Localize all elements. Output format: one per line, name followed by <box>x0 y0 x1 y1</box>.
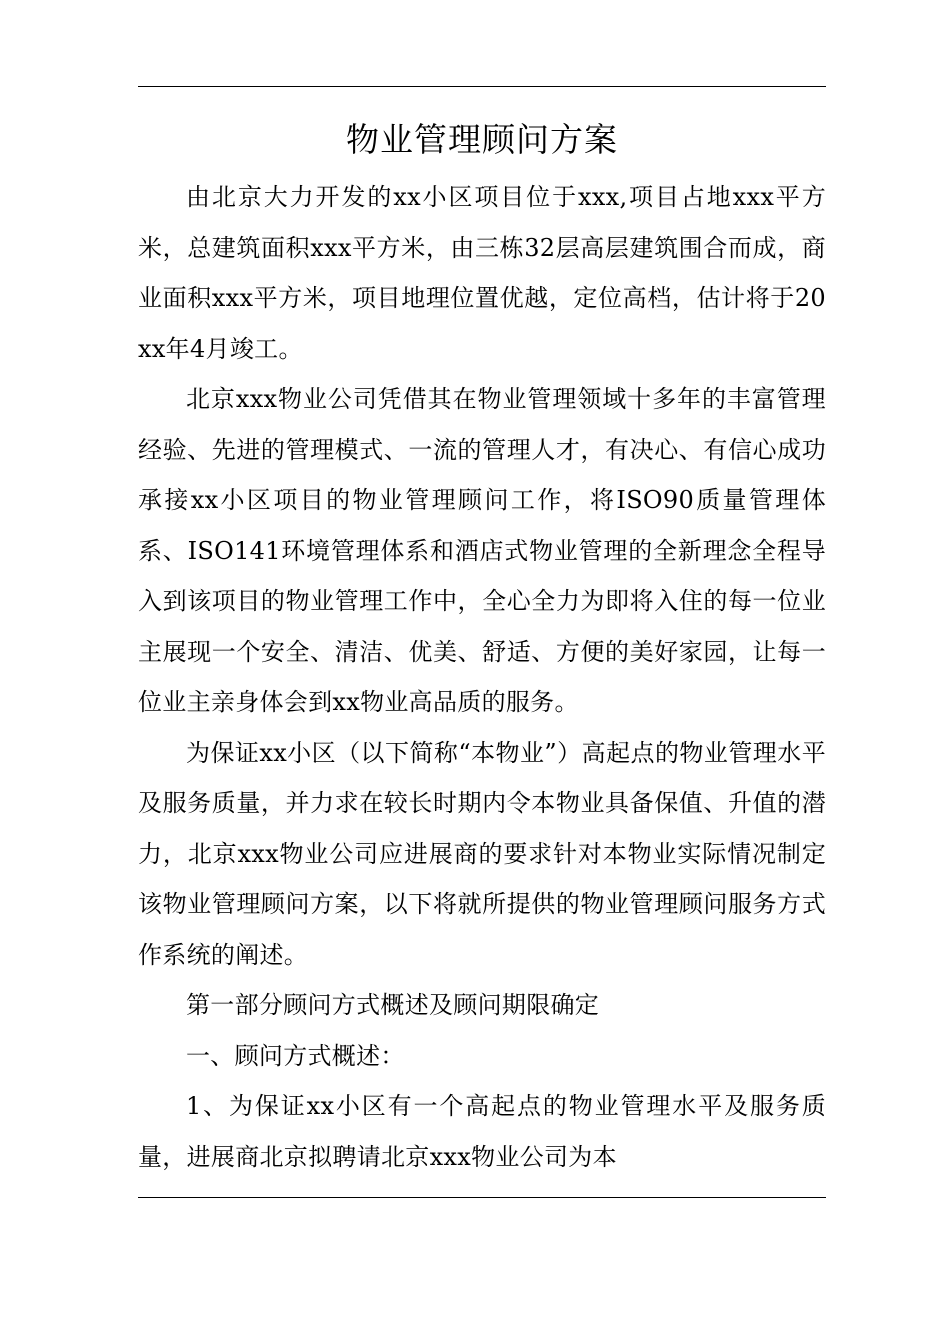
subsection-heading-overview: 一、顾问方式概述： <box>186 1041 405 1070</box>
document-title: 物业管理顾问方案 <box>346 120 618 159</box>
footer-rule <box>138 1197 826 1198</box>
section-heading-part-one: 第一部分顾问方式概述及顾问期限确定 <box>186 991 600 1019</box>
header-rule <box>138 86 826 87</box>
paragraph-project-overview: 由北京大力开发的xx小区项目位于xxx,项目占地xxx平方米，总建筑面积xxx平方米，由三栋32层高层建筑围合而成，商业面积xxx平方米，项目地理位置优越，定位高档，估计将于20xx年4月竣工。 <box>138 183 826 363</box>
paragraph-purpose: 为保证xx小区（以下简称“本物业”）高起点的物业管理水平及服务质量，并力求在较长时期内令本物业具备保值、升值的潜力，北京xxx物业公司应进展商的要求针对本物业实际情况制定该物业管理顾问方案，以下将就所提供的物业管理顾问服务方式作系统的阐述。 <box>138 738 826 969</box>
document-body <box>138 108 826 1182</box>
paragraph-item-1: 1、为保证xx小区有一个高起点的物业管理水平及服务质量，进展商北京拟聘请北京xxx物业公司为本 <box>138 1092 826 1171</box>
paragraph-company-intro: 北京xxx物业公司凭借其在物业管理领域十多年的丰富管理经验、先进的管理模式、一流的管理人才，有决心、有信心成功承接xx小区项目的物业管理顾问工作，将ISO90质量管理体系、ISO141环境管理体系和酒店式物业管理的全新理念全程导入到该项目的物业管理工作中，全心全力为即将入住的每一位业主展现一个安全、清洁、优美、舒适、方便的美好家园，让每一位业主亲身体会到xx物业高品质的服务。 <box>138 385 826 716</box>
